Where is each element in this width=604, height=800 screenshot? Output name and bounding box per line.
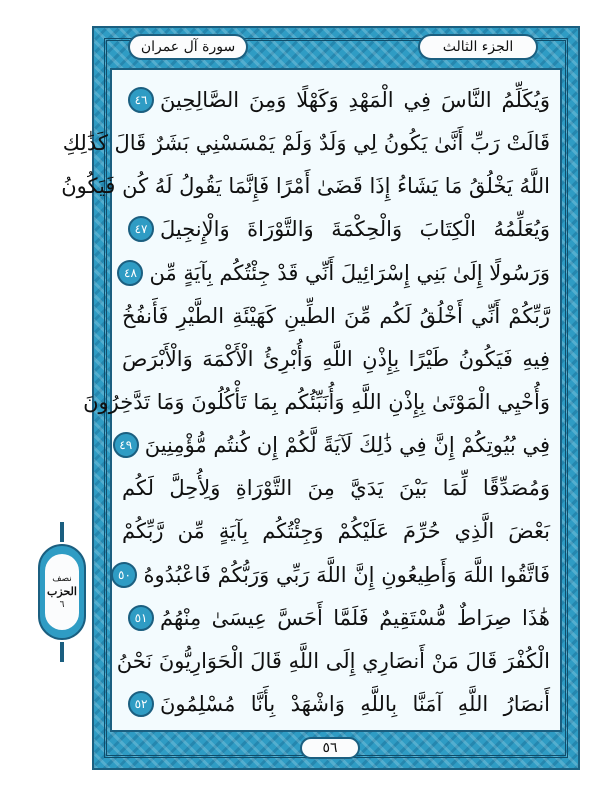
hizb-stem-bottom (60, 642, 64, 662)
verse-text: فِيهِ فَيَكُونُ طَيْرًا بِإِذْنِ اللَّهِ وَأُبْرِئُ الْأَكْمَهَ وَالْأَبْرَصَ (122, 346, 550, 371)
ayah-number-marker: ٤٩ (113, 432, 139, 458)
verse-text: وَيُعَلِّمُهُ الْكِتَابَ وَالْحِكْمَةَ وَالتَّوْرَاةَ وَالْإِنجِيلَ (160, 217, 550, 242)
verse-text: فِي بُيُوتِكُمْ إِنَّ فِي ذَٰلِكَ لَآيَةً لَّكُمْ إِن كُنتُم مُّؤْمِنِينَ (144, 433, 550, 458)
verse-text: هَٰذَا صِرَاطٌ مُّسْتَقِيمٌ فَلَمَّا أَحَسَّ عِيسَىٰ مِنْهُمُ (160, 605, 550, 630)
verse-line (83, 384, 550, 420)
verse-text: وَمُصَدِّقًا لِّمَا بَيْنَ يَدَيَّ مِنَ التَّوْرَاةِ وَلِأُحِلَّ لَكُم (122, 476, 550, 501)
verse-line (122, 255, 550, 291)
verse-text: الْكُفْرَ قَالَ مَنْ أَنصَارِي إِلَى اللَّهِ قَالَ الْحَوَارِيُّونَ نَحْنُ (116, 648, 550, 673)
verse-text: وَيُكَلِّمُ النَّاسَ فِي الْمَهْدِ وَكَهْلًا وَمِنَ الصَّالِحِينَ (160, 88, 550, 112)
verse-line (122, 470, 550, 506)
verse-line (119, 427, 550, 463)
verse-text: بَعْضَ الَّذِي حُرِّمَ عَلَيْكُمْ وَجِئْتُكُم بِآيَةٍ مِّن رَّبِّكُمْ (122, 519, 550, 544)
ayah-number-marker: ٥٠ (111, 562, 137, 588)
verse-line (122, 341, 550, 377)
ayah-number-marker: ٤٧ (128, 216, 154, 242)
hizb-label: الحزب (47, 585, 77, 598)
hizb-medallion (38, 544, 86, 640)
verse-text: وَرَسُولًا إِلَىٰ بَنِي إِسْرَائِيلَ أَنِّي قَدْ جِئْتُكُم بِآيَةٍ مِّن (149, 260, 550, 285)
verse-text: اللَّهُ يَخْلُقُ مَا يَشَاءُ إِذَا قَضَىٰ أَمْرًا فَإِنَّمَا يَقُولُ لَهُ كُن فَيَكُونُ (61, 174, 550, 199)
hizb-number: ٦ (59, 600, 65, 610)
verse-text: قَالَتْ رَبِّ أَنَّىٰ يَكُونُ لِي وَلَدٌ وَلَمْ يَمْسَسْنِي بَشَرٌ قَالَ كَذَٰلِكِ (62, 131, 550, 156)
verse-text: أَنصَارُ اللَّهِ آمَنَّا بِاللَّهِ وَاشْهَدْ بِأَنَّا مُسْلِمُونَ (160, 691, 550, 716)
verse-text: فَاتَّقُوا اللَّهَ وَأَطِيعُونِ إِنَّ اللَّهَ رَبِّي وَرَبُّكُمْ فَاعْبُدُوهُ (143, 562, 550, 587)
verse-line (61, 168, 550, 204)
verse-line (116, 643, 550, 679)
ayah-number-marker: ٥١ (128, 605, 154, 631)
verse-line (122, 298, 550, 334)
verse-line (122, 211, 550, 247)
hizb-ornament (36, 540, 88, 644)
ayah-number-marker: ٤٦ (128, 87, 154, 113)
verse-line (122, 82, 550, 118)
ayah-number-marker: ٥٢ (128, 691, 154, 717)
hizb-fraction: نصف (52, 574, 72, 584)
juz-title: الجزء الثالث (418, 34, 538, 60)
surah-title: سورة آل عمران (128, 34, 248, 60)
verse-line (122, 513, 550, 549)
verse-text: وَأُحْيِي الْمَوْتَىٰ بِإِذْنِ اللَّهِ وَأُنَبِّئُكُم بِمَا تَأْكُلُونَ وَمَا تَدَّخِرُونَ (83, 389, 550, 414)
hizb-stem-top (60, 522, 64, 542)
verse-line (62, 125, 550, 161)
verse-text: رَّبِّكُمْ أَنِّي أَخْلُقُ لَكُم مِّنَ الطِّينِ كَهَيْئَةِ الطَّيْرِ فَأَنفُخُ (122, 303, 550, 328)
ayah-number-marker: ٤٨ (117, 260, 143, 286)
page-number: ٥٦ (300, 737, 360, 759)
verse-line (122, 600, 550, 636)
verse-line (122, 686, 550, 722)
verse-line (118, 557, 550, 593)
